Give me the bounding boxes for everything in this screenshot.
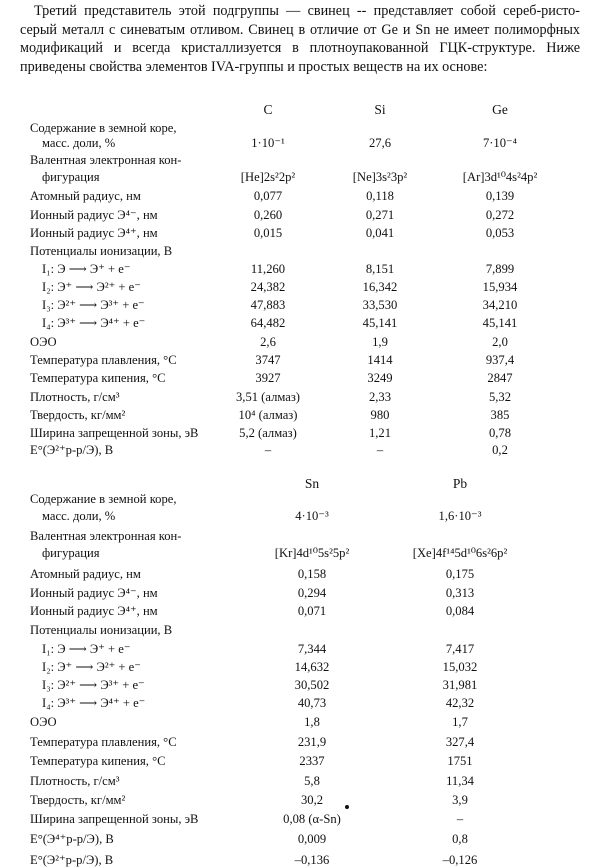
property-value: 0,271	[365, 208, 395, 222]
column-header: Pb	[452, 476, 468, 491]
property-value: 8,151	[365, 262, 395, 276]
property-value: 0,294	[297, 586, 327, 600]
property-label: Температура кипения, °C	[30, 754, 166, 768]
property-value: 0,077	[253, 189, 283, 203]
property-value: 5,2 (алмаз)	[239, 426, 297, 440]
property-value: [Kr]4d¹⁰5s²5p²	[274, 546, 350, 560]
property-label: масс. доли, %	[42, 136, 116, 150]
property-value: –	[376, 443, 384, 457]
print-speck	[345, 805, 349, 809]
property-value: 4·10⁻³	[295, 509, 329, 523]
property-label: Температура плавления, °C	[30, 353, 177, 367]
property-label: Ионный радиус Э⁴⁻, нм	[30, 208, 158, 222]
property-value: 0,158	[297, 567, 327, 581]
property-label: Валентная электронная кон-	[30, 153, 182, 167]
property-label: Твердость, кг/мм²	[30, 793, 126, 807]
property-value: 1,6·10⁻³	[438, 509, 482, 523]
property-label: I₁: Э ⟶ Э⁺ + e⁻	[42, 642, 131, 656]
property-label: ОЭО	[30, 335, 57, 349]
property-value: 3,9	[452, 793, 468, 807]
property-value: 0,175	[445, 567, 475, 581]
property-value: 5,8	[304, 774, 320, 788]
property-label: E°(Э²⁺p-p/Э), В	[30, 853, 114, 867]
property-label: I₂: Э⁺ ⟶ Э²⁺ + e⁻	[42, 660, 141, 674]
property-label: фигурация	[42, 546, 100, 560]
property-value: 30,502	[294, 678, 330, 692]
property-label: Потенциалы ионизации, В	[30, 623, 173, 637]
property-value: [He]2s²2p²	[240, 170, 296, 184]
property-label: Плотность, г/см³	[30, 390, 120, 404]
property-label: Потенциалы ионизации, В	[30, 244, 173, 258]
column-header: Si	[374, 102, 386, 117]
property-value: 0,071	[297, 604, 327, 618]
property-value: 1414	[367, 353, 393, 367]
property-value: 0,08 (α-Sn)	[283, 812, 341, 826]
property-label: E°(Э⁴⁺p-p/Э), В	[30, 832, 114, 846]
property-label: E°(Э²⁺p-p/Э), В	[30, 443, 114, 457]
property-value: 2847	[487, 371, 513, 385]
property-value: 15,032	[442, 660, 478, 674]
property-value: [Xe]4f¹⁴5d¹⁰6s²6p²	[412, 546, 508, 560]
property-value: 0,272	[485, 208, 515, 222]
property-value: 0,8	[452, 832, 468, 846]
property-value: 7,899	[485, 262, 515, 276]
property-label: I₂: Э⁺ ⟶ Э²⁺ + e⁻	[42, 280, 141, 294]
property-value: 5,32	[488, 390, 512, 404]
property-value: 0,313	[445, 586, 475, 600]
property-label: Температура кипения, °C	[30, 371, 166, 385]
property-value: 0,015	[253, 226, 283, 240]
property-label: I₃: Э²⁺ ⟶ Э³⁺ + e⁻	[42, 298, 145, 312]
property-value: –0,126	[442, 853, 478, 867]
property-value: 0,2	[492, 443, 508, 457]
property-value: 10⁴ (алмаз)	[238, 408, 298, 422]
property-value: [Ar]3d¹⁰4s²4p²	[462, 170, 538, 184]
property-value: 0,139	[485, 189, 515, 203]
property-value: 327,4	[445, 735, 475, 749]
property-value: 0,084	[445, 604, 475, 618]
property-value: 7,344	[297, 642, 327, 656]
property-value: 24,382	[250, 280, 286, 294]
property-value: 1,7	[452, 715, 468, 729]
property-value: 64,482	[250, 316, 286, 330]
property-label: Атомный радиус, нм	[30, 189, 141, 203]
property-value: 3927	[255, 371, 281, 385]
property-label: Ионный радиус Э⁴⁻, нм	[30, 586, 158, 600]
property-value: 0,053	[485, 226, 515, 240]
property-value: 1·10⁻¹	[251, 136, 285, 150]
property-value: –0,136	[294, 853, 330, 867]
property-value: 14,632	[294, 660, 330, 674]
property-value: –	[264, 443, 272, 457]
property-value: 0,009	[297, 832, 327, 846]
property-value: 2,6	[260, 335, 276, 349]
property-label: Атомный радиус, нм	[30, 567, 141, 581]
column-header: Sn	[304, 476, 320, 491]
property-value: 0,78	[488, 426, 512, 440]
property-value: 7,417	[445, 642, 475, 656]
property-value: 0,118	[366, 189, 394, 203]
property-label: ОЭО	[30, 715, 57, 729]
property-value: 385	[490, 408, 510, 422]
property-label: Содержание в земной коре,	[30, 121, 177, 135]
property-value: 15,934	[482, 280, 518, 294]
property-value: 40,73	[297, 696, 327, 710]
intro-paragraph: Третий представитель этой подгруппы — свинец -- представляет собой сереб-ристо-серый металл с синеватым отливом. Свинец в отличие от Ge и Sn не имеет полиморфных модификаций и всегда кристаллизуется в плотноупакованной ГЦК-структуре. Ниже приведены свойства элементов IVA-группы и простых веществ на их основе:	[20, 3, 580, 76]
property-value: 45,141	[482, 316, 518, 330]
property-label: Ширина запрещенной зоны, эВ	[30, 812, 199, 826]
property-value: 937,4	[485, 353, 515, 367]
column-header: Ge	[492, 102, 508, 117]
property-value: 34,210	[482, 298, 518, 312]
property-value: 30,2	[300, 793, 324, 807]
property-value: 11,260	[250, 262, 286, 276]
property-label: I₄: Э³⁺ ⟶ Э⁴⁺ + e⁻	[42, 316, 146, 330]
property-value: 3,51 (алмаз)	[235, 390, 301, 404]
property-label: Содержание в земной коре,	[30, 492, 177, 506]
property-value: 7·10⁻⁴	[482, 136, 518, 150]
property-value: 0,041	[365, 226, 395, 240]
property-value: 1751	[447, 754, 473, 768]
property-value: 2,33	[368, 390, 392, 404]
property-label: I₃: Э²⁺ ⟶ Э³⁺ + e⁻	[42, 678, 145, 692]
property-value: 3747	[255, 353, 281, 367]
property-value: –	[456, 812, 464, 826]
property-value: 42,32	[445, 696, 475, 710]
property-label: Ширина запрещенной зоны, эВ	[30, 426, 199, 440]
property-label: I₄: Э³⁺ ⟶ Э⁴⁺ + e⁻	[42, 696, 146, 710]
property-value: 16,342	[362, 280, 398, 294]
property-label: Температура плавления, °C	[30, 735, 177, 749]
property-label: I₁: Э ⟶ Э⁺ + e⁻	[42, 262, 131, 276]
property-label: Валентная электронная кон-	[30, 529, 182, 543]
property-value: 33,530	[362, 298, 398, 312]
property-value: 1,8	[304, 715, 320, 729]
property-label: Ионный радиус Э⁴⁺, нм	[30, 226, 158, 240]
property-value: 980	[370, 408, 390, 422]
property-value: 1,9	[372, 335, 388, 349]
property-value: 2337	[299, 754, 325, 768]
property-label: фигурация	[42, 170, 100, 184]
property-value: 1,21	[368, 426, 392, 440]
property-value: 0,260	[253, 208, 283, 222]
property-value: 27,6	[368, 136, 392, 150]
property-value: 47,883	[250, 298, 286, 312]
property-value: 31,981	[442, 678, 478, 692]
property-value: 2,0	[492, 335, 508, 349]
property-label: Твердость, кг/мм²	[30, 408, 126, 422]
property-value: 231,9	[297, 735, 327, 749]
property-label: Ионный радиус Э⁴⁺, нм	[30, 604, 158, 618]
column-header: C	[263, 102, 273, 117]
property-value: 45,141	[362, 316, 398, 330]
property-value: 11,34	[446, 774, 474, 788]
property-label: Плотность, г/см³	[30, 774, 120, 788]
property-value: 3249	[367, 371, 393, 385]
property-label: масс. доли, %	[42, 509, 116, 523]
property-value: [Ne]3s²3p²	[352, 170, 408, 184]
